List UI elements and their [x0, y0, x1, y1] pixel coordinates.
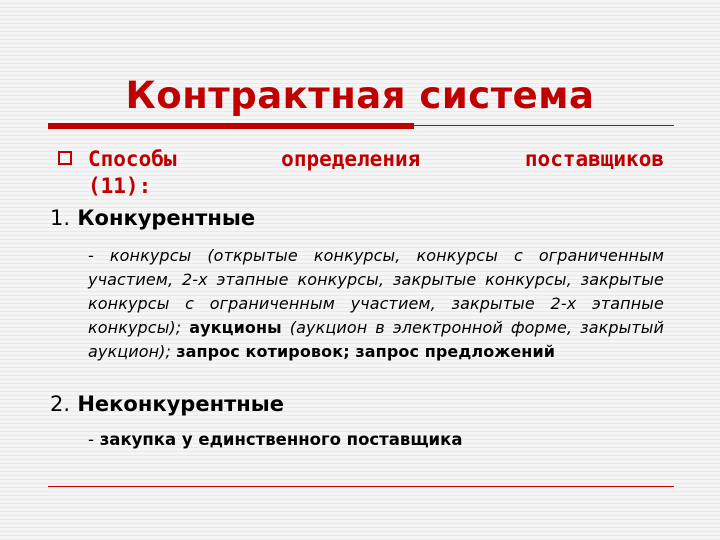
item-2-text: закупка у единственного поставщика [99, 430, 463, 449]
item-2-number: 2. [50, 392, 71, 416]
item-1-text-b: (аукцион в электронной форме, закрытый аукцион); [88, 318, 664, 361]
item-2-label: Неконкурентные [77, 392, 285, 416]
bullet-text [88, 146, 664, 200]
item-1-description [88, 244, 664, 364]
bottom-divider [48, 486, 674, 487]
item-1-heading [50, 206, 255, 230]
item-2-heading [50, 392, 284, 416]
item-1-bold-a: аукционы [189, 318, 282, 337]
bullet-heading [58, 146, 664, 200]
bullet-line-1 [88, 146, 664, 173]
bullet-word-2: определения [281, 147, 421, 171]
item-1-text-a: - конкурсы (открытые конкурсы, конкурсы с ограниченным участием, 2-х этапные конкурсы, закрытые конкурсы, закрытые конкурсы с ограниченным участием, закрытые 2-х этапные конкурсы); [88, 246, 664, 337]
title-divider-thick [48, 123, 414, 129]
item-2-dash: - [88, 430, 94, 449]
slide-title: Контрактная система [125, 74, 595, 117]
bullet-word-3: поставщиков [524, 147, 664, 171]
square-bullet-icon [58, 151, 72, 165]
item-1-number: 1. [50, 206, 71, 230]
bullet-word-1: Способы [88, 147, 177, 171]
item-1-label: Конкурентные [77, 206, 256, 230]
item-1-bold-b: запрос котировок; запрос предложений [176, 342, 556, 361]
bullet-line-2: (11): [88, 174, 152, 198]
item-2-description [88, 430, 462, 449]
